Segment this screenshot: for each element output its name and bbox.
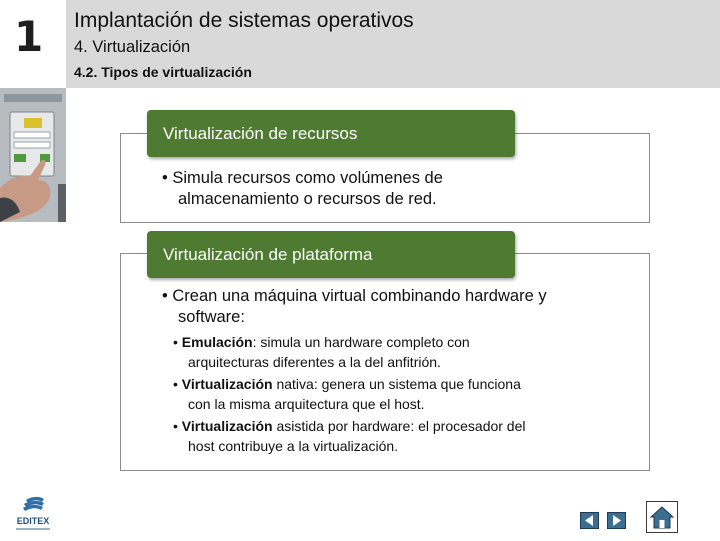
sub-item-continuation: arquitecturas diferentes a la del anfitrión. bbox=[188, 354, 441, 370]
resources-bullet-line1: • Simula recursos como volúmenes de bbox=[162, 169, 443, 187]
sub-item-term: Virtualización bbox=[181, 376, 273, 392]
platform-sub-list bbox=[173, 332, 613, 458]
sub-item-continuation: con la misma arquitectura que el host. bbox=[188, 396, 425, 412]
hand-touchscreen-illustration bbox=[0, 88, 66, 222]
sub-item-prefix: • bbox=[173, 376, 182, 392]
sub-item-text: nativa: genera un sistema que funciona bbox=[272, 376, 521, 392]
next-button[interactable] bbox=[607, 512, 626, 529]
list-item bbox=[173, 374, 613, 414]
sub-item-continuation: host contribuye a la virtualización. bbox=[188, 438, 399, 454]
decorative-photo bbox=[0, 88, 66, 222]
sub-item-term: Emulación bbox=[181, 334, 253, 350]
chapter-number: 1 bbox=[14, 12, 44, 61]
resources-bullet-line2: almacenamiento o recursos de red. bbox=[178, 190, 437, 208]
header-bar bbox=[0, 0, 720, 88]
platform-heading-label: Virtualización de plataforma bbox=[163, 244, 373, 264]
platform-bullet bbox=[162, 286, 637, 328]
platform-bullet-line2: software: bbox=[178, 308, 245, 326]
home-icon bbox=[647, 502, 677, 532]
editex-logo-mark bbox=[12, 496, 54, 536]
logo-text: EDITEX bbox=[16, 516, 50, 526]
home-button[interactable] bbox=[646, 501, 678, 533]
resources-heading-label: Virtualización de recursos bbox=[163, 123, 358, 143]
platform-bullet-line1: • Crean una máquina virtual combinando hardware y bbox=[162, 287, 547, 305]
editex-logo bbox=[12, 496, 54, 536]
platform-heading bbox=[147, 231, 515, 278]
list-item bbox=[173, 332, 613, 372]
resources-heading bbox=[147, 110, 515, 157]
sub-item-text: asistida por hardware: el procesador del bbox=[272, 418, 526, 434]
arrow-right-icon bbox=[608, 513, 625, 528]
sub-item-prefix: • bbox=[173, 334, 182, 350]
previous-button[interactable] bbox=[580, 512, 599, 529]
page-title: Implantación de sistemas operativos bbox=[74, 9, 414, 32]
sub-item-term: Virtualización bbox=[181, 418, 273, 434]
sub-item-text: : simula un hardware completo con bbox=[252, 334, 470, 350]
subsection-title: 4.2. Tipos de virtualización bbox=[74, 64, 252, 80]
sub-item-prefix: • bbox=[173, 418, 182, 434]
arrow-left-icon bbox=[581, 513, 598, 528]
chapter-box bbox=[0, 0, 66, 88]
section-title: 4. Virtualización bbox=[74, 38, 191, 56]
resources-bullet bbox=[162, 168, 632, 210]
list-item bbox=[173, 416, 613, 456]
